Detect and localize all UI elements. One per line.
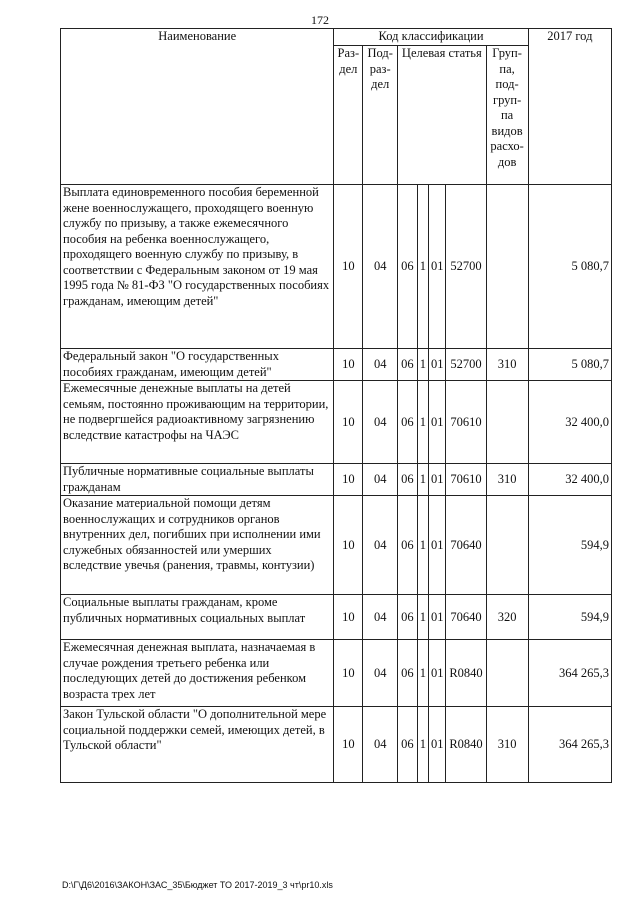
row-target-subprogram: 1 [417,707,428,783]
row-target-program: 06 [398,464,418,496]
header-section: Раз- дел [334,46,363,185]
row-target-program: 06 [398,381,418,464]
row-target-event: 01 [428,595,445,640]
row-section: 10 [334,707,363,783]
row-expense-type [486,640,528,707]
header-row-1 [61,29,612,46]
table-row [61,640,612,707]
row-target-program: 06 [398,640,418,707]
row-subsection: 04 [363,707,398,783]
row-subsection: 04 [363,185,398,349]
row-target-event: 01 [428,640,445,707]
row-amount: 32 400,0 [528,464,611,496]
row-amount: 5 080,7 [528,185,611,349]
row-amount: 594,9 [528,496,611,595]
budget-table [60,28,612,783]
row-target-program: 06 [398,595,418,640]
row-subsection: 04 [363,464,398,496]
row-name: Ежемесячная денежная выплата, назначаемая в случае рождения третьего ребенка или последующих детей до достижения ребенком возраста трех лет [61,640,334,707]
header-target: Целевая статья [398,46,486,185]
row-target-program: 06 [398,185,418,349]
row-target-subprogram: 1 [417,595,428,640]
row-expense-type [486,381,528,464]
header-group: Груп- па, под- груп- па видов расхо- дов [486,46,528,185]
row-target-direction: 70610 [446,464,486,496]
row-target-direction: 70640 [446,595,486,640]
row-target-direction: 52700 [446,185,486,349]
row-target-event: 01 [428,349,445,381]
table-body [61,185,612,783]
row-target-program: 06 [398,496,418,595]
row-target-direction: R0840 [446,640,486,707]
row-name: Ежемесячные денежные выплаты на детей семьям, постоянно проживающим на территории, не подвергшейся радиоактивному загрязнению вследствие катастрофы на ЧАЭС [61,381,334,464]
row-section: 10 [334,496,363,595]
row-name: Федеральный закон "О государственных пособиях гражданам, имеющим детей" [61,349,334,381]
row-expense-type: 310 [486,464,528,496]
row-target-event: 01 [428,707,445,783]
row-section: 10 [334,640,363,707]
row-target-subprogram: 1 [417,464,428,496]
row-name: Выплата единовременного пособия беременной жене военнослужащего, проходящего военную службу по призыву, а также ежемесячного пособия на ребенка военнослужащего, проходящего военную службу по призыву, в соответствии с Федеральным законом от 19 мая 1995 года № 81-ФЗ "О государственных пособиях гражданам, имеющим детей" [61,185,334,349]
table-row [61,185,612,349]
row-expense-type [486,496,528,595]
row-target-program: 06 [398,707,418,783]
row-section: 10 [334,349,363,381]
row-name: Публичные нормативные социальные выплаты гражданам [61,464,334,496]
row-target-subprogram: 1 [417,496,428,595]
row-target-direction: 52700 [446,349,486,381]
row-target-event: 01 [428,464,445,496]
row-amount: 5 080,7 [528,349,611,381]
row-amount: 364 265,3 [528,707,611,783]
row-section: 10 [334,464,363,496]
row-section: 10 [334,185,363,349]
row-section: 10 [334,595,363,640]
row-name: Оказание материальной помощи детям военнослужащих и сотрудников органов внутренних дел, погибших при исполнении ими служебных обязанностей или умерших вследствие увечья (ранения, травмы, контузии) [61,496,334,595]
row-subsection: 04 [363,381,398,464]
row-target-event: 01 [428,381,445,464]
row-target-direction: 70610 [446,381,486,464]
row-subsection: 04 [363,595,398,640]
row-subsection: 04 [363,496,398,595]
table-row [61,464,612,496]
row-expense-type [486,185,528,349]
row-target-subprogram: 1 [417,640,428,707]
row-subsection: 04 [363,640,398,707]
footer-path: D:\Г\Д6\2016\ЗАКОН\ЗАС_35\Бюджет ТО 2017-2019_3 чт\pr10.xls [62,880,333,890]
row-target-event: 01 [428,185,445,349]
row-target-event: 01 [428,496,445,595]
row-name: Социальные выплаты гражданам, кроме публичных нормативных социальных выплат [61,595,334,640]
table-row [61,595,612,640]
row-amount: 32 400,0 [528,381,611,464]
row-section: 10 [334,381,363,464]
row-expense-type: 310 [486,707,528,783]
row-amount: 364 265,3 [528,640,611,707]
row-target-direction: R0840 [446,707,486,783]
header-code: Код классификации [334,29,528,46]
page-number: 172 [311,13,329,27]
row-target-direction: 70640 [446,496,486,595]
table-row [61,707,612,783]
table-row [61,349,612,381]
header-subsection: Под- раз- дел [363,46,398,185]
header-year: 2017 год [528,29,611,185]
row-expense-type: 320 [486,595,528,640]
row-target-subprogram: 1 [417,381,428,464]
row-expense-type: 310 [486,349,528,381]
row-name: Закон Тульской области "О дополнительной мере социальной поддержки семей, имеющих детей, в Тульской области" [61,707,334,783]
table-row [61,496,612,595]
table-row [61,381,612,464]
row-target-program: 06 [398,349,418,381]
row-target-subprogram: 1 [417,349,428,381]
row-amount: 594,9 [528,595,611,640]
row-subsection: 04 [363,349,398,381]
header-name: Наименование [61,29,334,185]
row-target-subprogram: 1 [417,185,428,349]
